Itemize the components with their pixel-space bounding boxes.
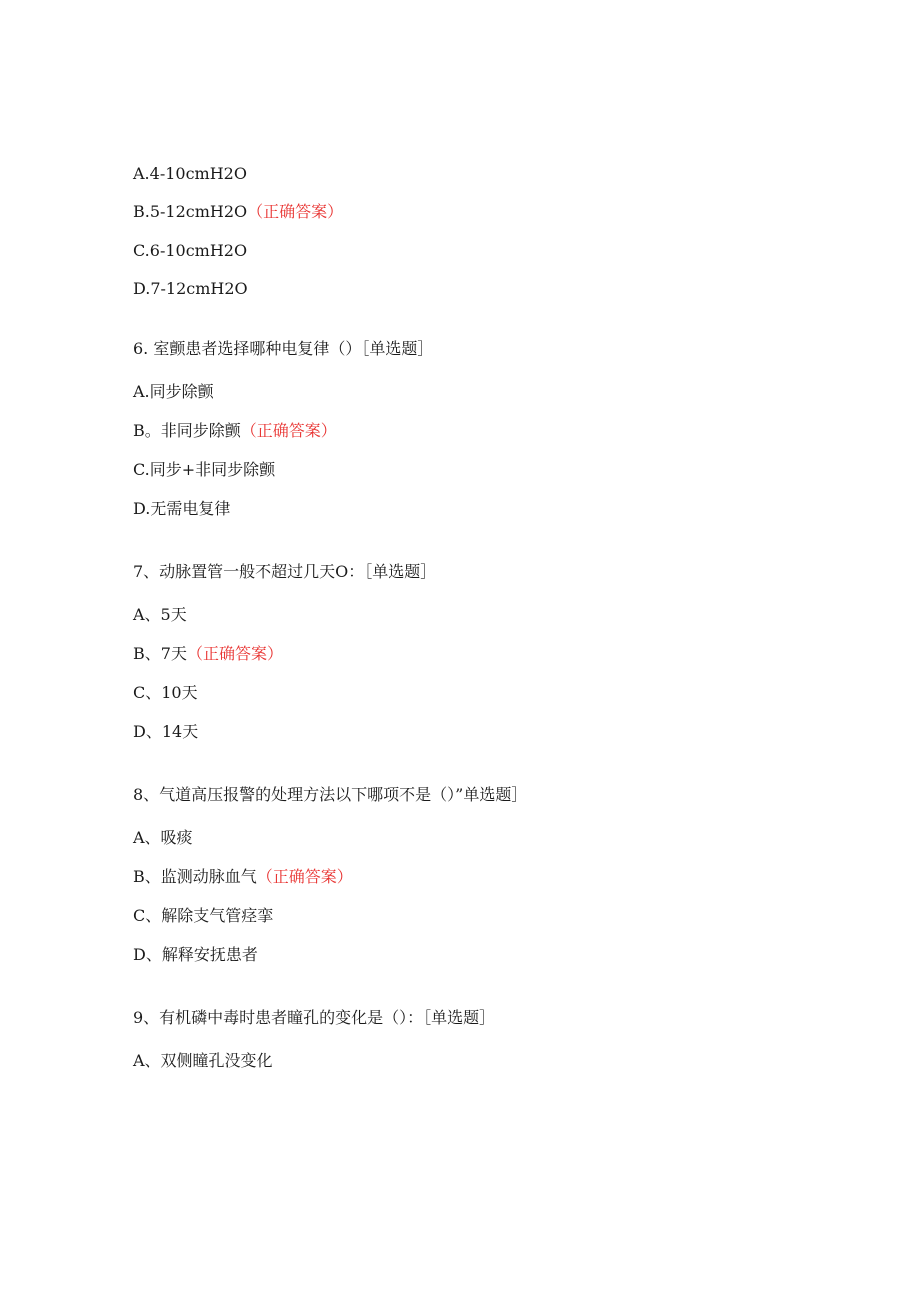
q6-option-c [133,460,275,480]
option-text: A、双侧瞳孔没变化 [133,1051,273,1070]
option-text: A.同步除颤 [133,382,214,401]
q6-option-d [133,499,230,519]
q6-option-a [133,382,214,402]
correct-answer-mark: （正确答案） [186,644,283,663]
option-text: C.同步+非同步除颤 [133,460,276,479]
q8-option-a [133,828,193,848]
option-text: B.5-12cmH2O [133,202,248,221]
q8-option-c [133,906,273,926]
option-text: D、解释安抚患者 [133,945,258,964]
option-text: B、监测动脉血气 [133,867,257,886]
q8-option-d [133,945,258,965]
option-text: B。非同步除颤 [133,421,241,440]
option-text: D、14天 [133,722,199,741]
q6-option-b [133,421,337,441]
q7-option-a [133,605,187,625]
q7-option-d [133,722,198,742]
q8-question: 8、气道高压报警的处理方法以下哪项不是（）”单选题］ [133,785,528,804]
option-text: A、5天 [133,605,187,624]
option-text: C、10天 [133,683,198,702]
correct-answer-mark: （正确答案） [240,421,337,440]
q6-question: 6. 室颤患者选择哪种电复律（）［单选题］ [133,339,434,358]
option-text: C、解除支气管痉挛 [133,906,274,925]
q7-option-b [133,644,283,664]
q9-option-a [133,1051,273,1071]
option-text: A.4-10cmH2O [133,164,247,183]
option-text: D.7-12cmH2O [133,279,248,298]
option-text: A、吸痰 [133,828,193,847]
q8-option-b [133,867,353,887]
q5-option-a [133,164,247,184]
correct-answer-mark: （正确答案） [247,202,344,221]
correct-answer-mark: （正确答案） [256,867,353,886]
q5-option-b [133,202,343,222]
q7-option-c [133,683,198,703]
option-text: D.无需电复律 [133,499,231,518]
q5-option-d [133,279,248,299]
q9-question: 9、有机磷中毒时患者瞳孔的变化是（）：［单选题］ [133,1008,496,1027]
q5-option-c [133,241,247,261]
option-text: B、7天 [133,644,187,663]
option-text: C.6-10cmH2O [133,241,248,260]
q7-question: 7、动脉置管一般不超过几天O：［单选题］ [133,562,437,581]
